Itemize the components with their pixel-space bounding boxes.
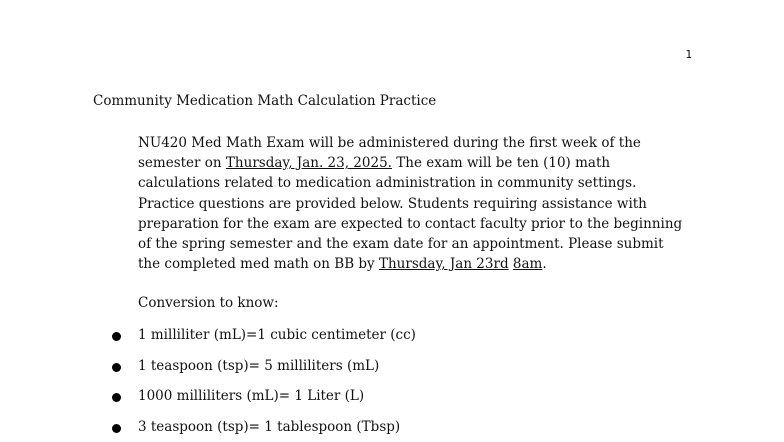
conversion-text: 1 teaspoon (tsp)= 5 milliliters (mL) bbox=[138, 358, 379, 374]
conversions-list bbox=[112, 320, 416, 442]
conversion-text: 3 teaspoon (tsp)= 1 tablespoon (Tbsp) bbox=[138, 419, 400, 435]
intro-paragraph bbox=[138, 133, 686, 274]
conversion-text: 1 milliliter (mL)=1 cubic centimeter (cc) bbox=[138, 327, 416, 343]
bullet-icon bbox=[112, 393, 121, 402]
submission-time: 8am bbox=[513, 256, 542, 272]
bullet-icon bbox=[112, 332, 121, 341]
page-number: 1 bbox=[685, 48, 692, 61]
conversion-item bbox=[112, 412, 416, 442]
conversions-heading: Conversion to know: bbox=[138, 295, 279, 311]
submission-date: Thursday, Jan 23rd bbox=[379, 256, 509, 272]
conversion-item bbox=[112, 320, 416, 351]
exam-date: Thursday, Jan. 23, 2025. bbox=[226, 155, 392, 171]
intro-text-2: The exam will be ten (10) math calculations related to medication administration in community settings. Practice questions are provided below. Students requiring assistance with preparation for the exam are expected to contact faculty prior to the beginning of the spring semester and the exam date for an appointment. Please submit the completed med math on BB by bbox=[138, 155, 682, 272]
conversion-item bbox=[112, 381, 416, 412]
bullet-icon bbox=[112, 424, 121, 433]
intro-text-1: NU420 Med Math Exam will be administered during the first week of the semester on bbox=[138, 135, 641, 171]
document-title: Community Medication Math Calculation Practice bbox=[93, 93, 436, 109]
bullet-icon bbox=[112, 363, 121, 372]
intro-end: . bbox=[542, 256, 546, 272]
conversion-item bbox=[112, 351, 416, 382]
conversion-text: 1000 milliliters (mL)= 1 Liter (L) bbox=[138, 388, 364, 404]
